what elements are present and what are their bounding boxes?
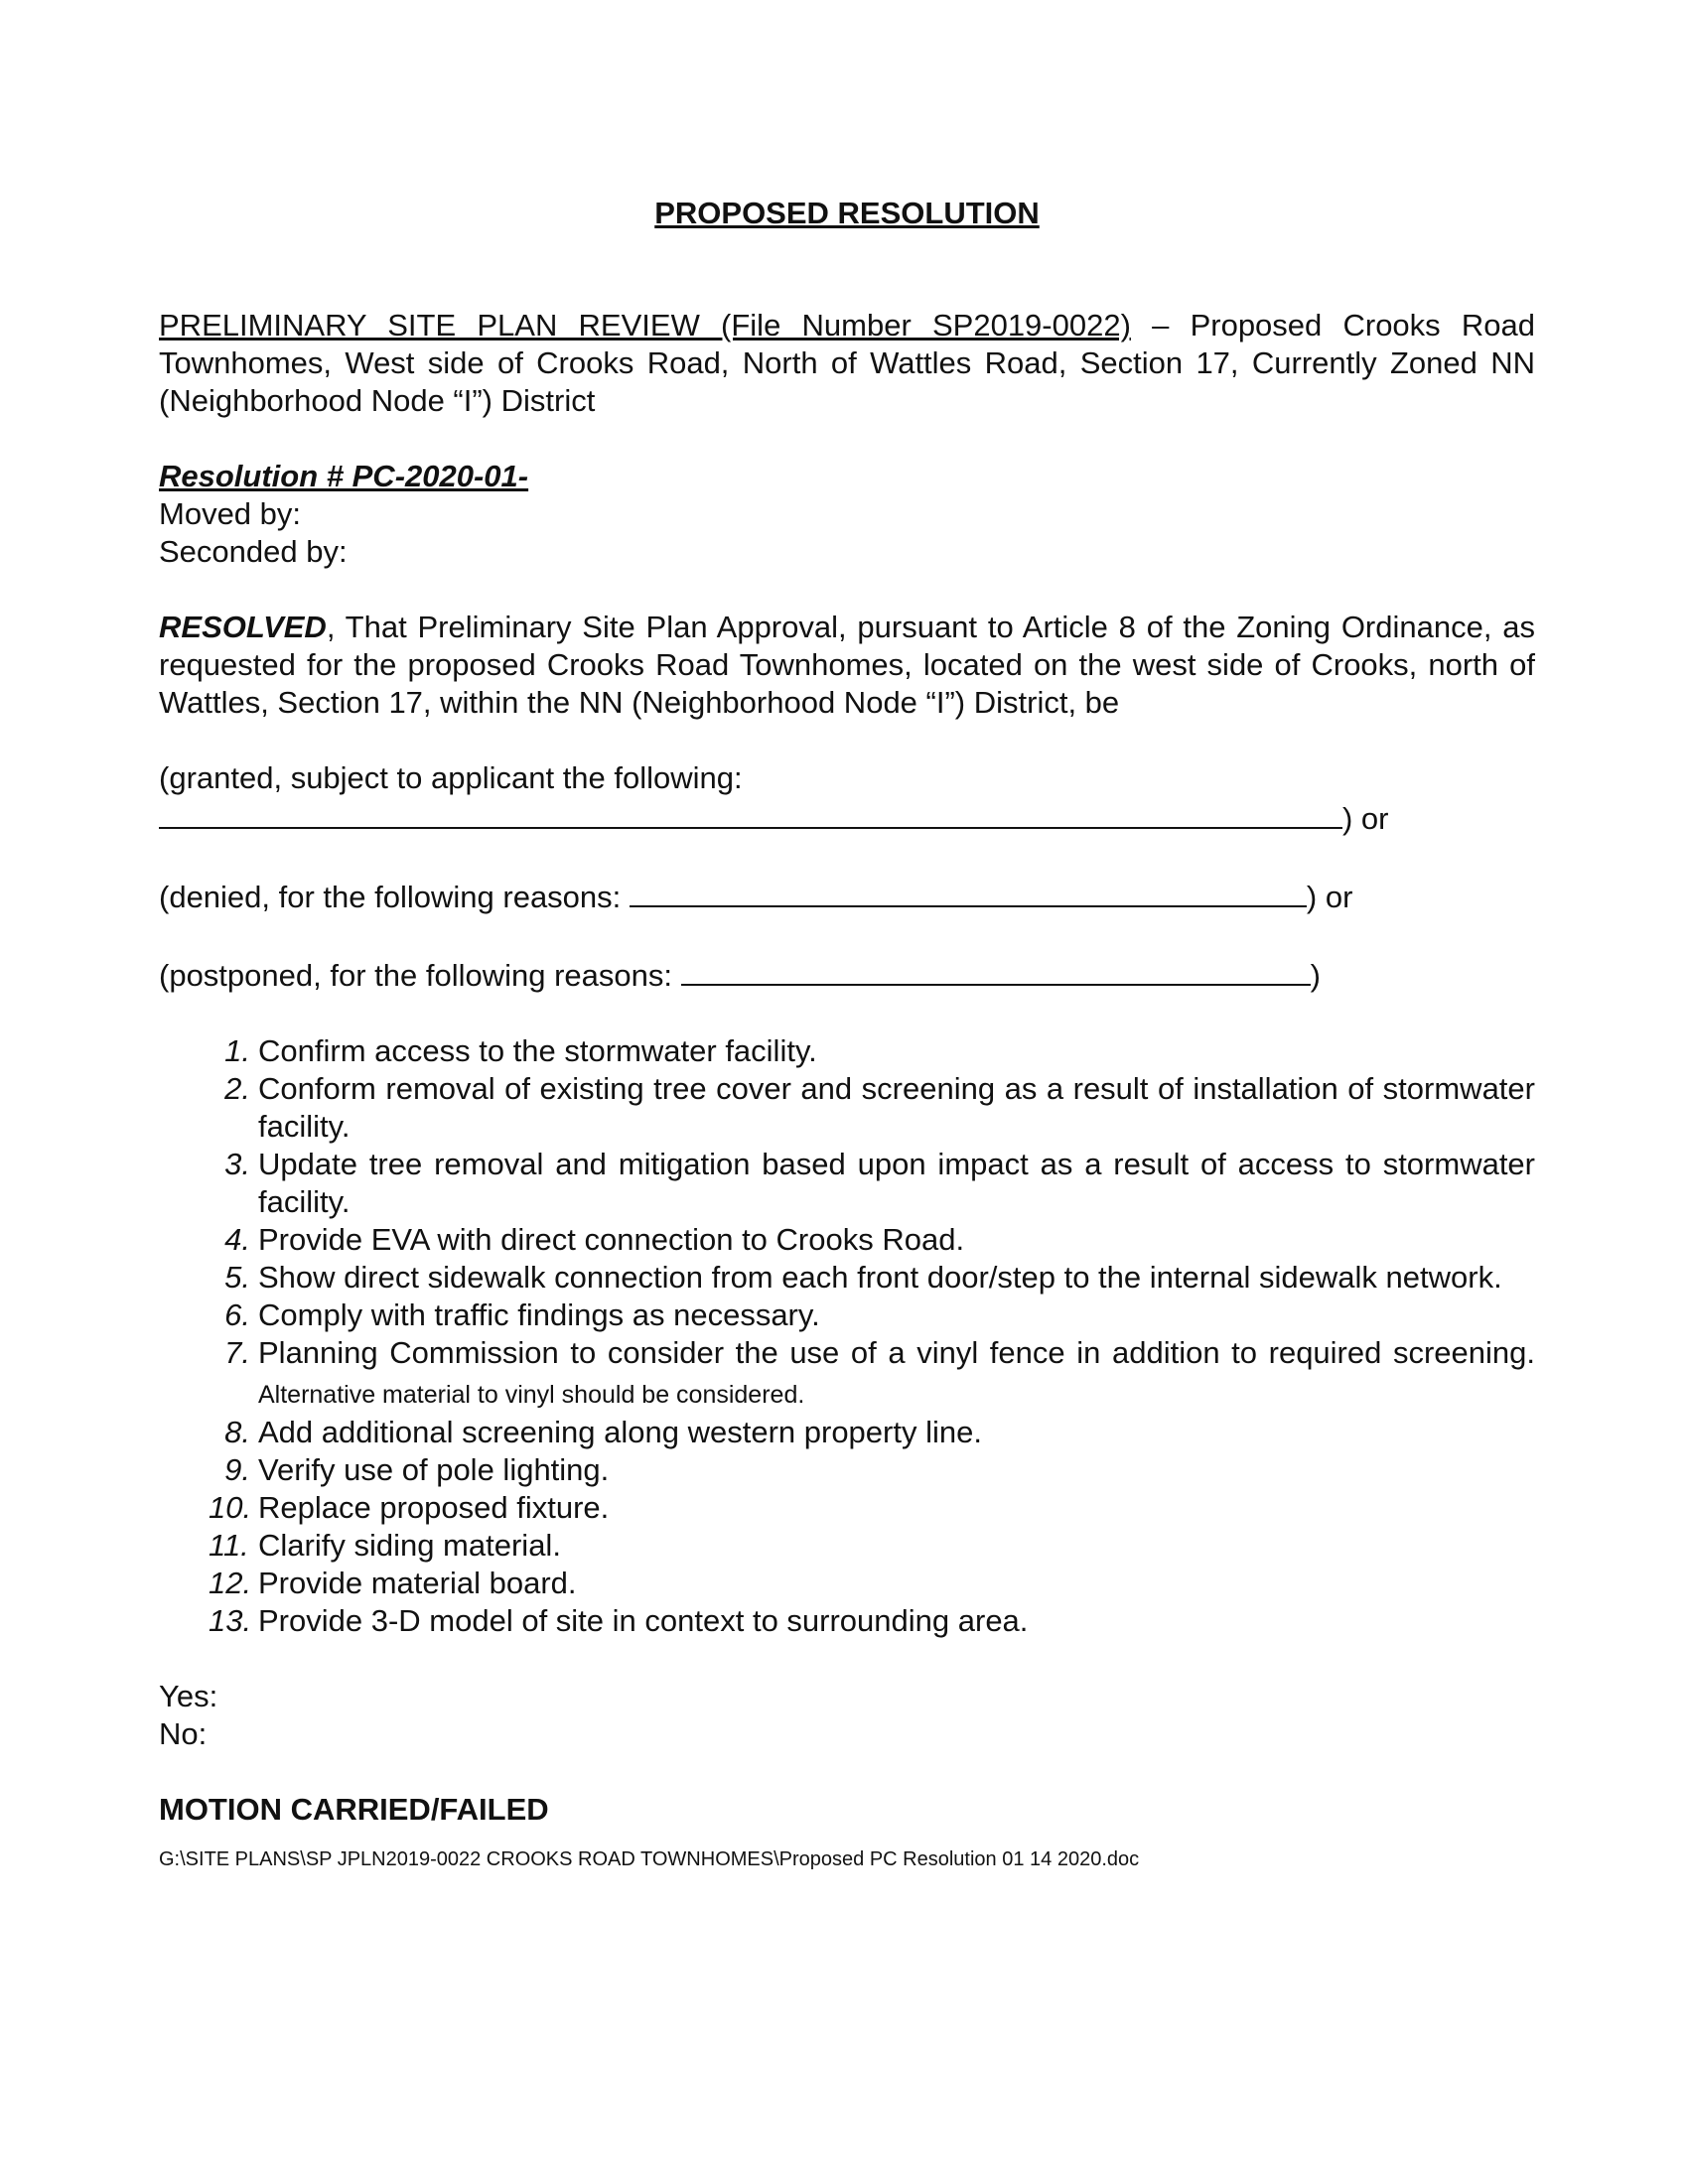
list-item-text: Confirm access to the stormwater facility. <box>258 1033 817 1068</box>
list-item <box>209 1602 1535 1640</box>
list-item-text: Update tree removal and mitigation based upon impact as a result of access to stormwater facility. <box>258 1147 1535 1219</box>
document-title: PROPOSED RESOLUTION <box>654 196 1040 230</box>
list-item-text: Show direct sidewalk connection from each front door/step to the internal sidewalk network. <box>258 1260 1502 1295</box>
list-item <box>209 1221 1535 1259</box>
list-item-number: 4. <box>224 1222 250 1257</box>
postponed-blank <box>681 954 1311 986</box>
list-item-number: 5. <box>224 1260 250 1295</box>
review-label: PRELIMINARY SITE PLAN REVIEW (File Number SP2019-0022) <box>159 308 1131 342</box>
list-item-number: 10. <box>209 1490 252 1525</box>
postponed-option <box>159 954 1535 995</box>
file-path: G:\SITE PLANS\SP JPLN2019-0022 CROOKS ROAD TOWNHOMES\Proposed PC Resolution 01 14 2020.doc <box>159 1848 1140 1870</box>
granted-line <box>159 797 1535 838</box>
list-item <box>209 1489 1535 1527</box>
list-item-number: 9. <box>224 1452 250 1487</box>
denied-end: ) or <box>1306 880 1353 914</box>
document-page <box>159 194 1535 1872</box>
list-item-text: Conform removal of existing tree cover and screening as a result of installation of stormwater facility. <box>258 1071 1535 1144</box>
denied-option <box>159 876 1535 916</box>
list-item-text: Comply with traffic findings as necessary. <box>258 1297 820 1332</box>
list-item-text: Clarify siding material. <box>258 1528 561 1563</box>
list-item-number: 2. <box>224 1071 250 1106</box>
list-item-note: Alternative material to vinyl should be considered. <box>258 1381 805 1409</box>
moved-by-label: Moved by: <box>159 496 302 531</box>
review-description: – Proposed Crooks Road Townhomes, West side of Crooks Road, North of Wattles Road, Section 17, Currently Zoned NN (Neighborhood Node “I”) District <box>159 308 1535 418</box>
list-item-number: 1. <box>224 1033 250 1068</box>
granted-blank <box>159 797 1342 829</box>
resolution-block <box>159 458 1535 571</box>
granted-option <box>159 759 1535 838</box>
list-item <box>209 1414 1535 1451</box>
list-item <box>209 1565 1535 1602</box>
granted-label: (granted, subject to applicant the following: <box>159 760 743 795</box>
postponed-label: (postponed, for the following reasons: <box>159 958 681 993</box>
list-item-number: 7. <box>224 1335 250 1370</box>
motion-status: MOTION CARRIED/FAILED <box>159 1792 549 1827</box>
list-item-text: Planning Commission to consider the use of a vinyl fence in addition to required screening. Alternative material to vinyl should be considered. <box>258 1335 1535 1409</box>
review-heading <box>159 307 1535 420</box>
list-item-number: 8. <box>224 1415 250 1449</box>
list-item <box>209 1297 1535 1334</box>
resolved-text: , That Preliminary Site Plan Approval, pursuant to Article 8 of the Zoning Ordinance, as requested for the proposed Crooks Road Townhomes, located on the west side of Crooks, north of Wattles, Section 17, within the NN (Neighborhood Node “I”) District, be <box>159 610 1535 720</box>
postponed-end: ) <box>1310 958 1321 993</box>
list-item <box>209 1451 1535 1489</box>
granted-end: ) or <box>1342 801 1389 836</box>
yes-label: Yes: <box>159 1679 218 1713</box>
resolution-number: Resolution # PC-2020-01- <box>159 459 529 493</box>
list-item-number: 12. <box>209 1566 252 1600</box>
list-item-number: 13. <box>209 1603 252 1638</box>
list-item-text: Verify use of pole lighting. <box>258 1452 610 1487</box>
list-item-text: Provide 3-D model of site in context to surrounding area. <box>258 1603 1029 1638</box>
resolved-word: RESOLVED <box>159 610 327 644</box>
list-item-text: Provide material board. <box>258 1566 577 1600</box>
denied-label: (denied, for the following reasons: <box>159 880 630 914</box>
list-item <box>209 1334 1535 1414</box>
seconded-by-label: Seconded by: <box>159 534 348 569</box>
list-item-text: Replace proposed fixture. <box>258 1490 610 1525</box>
list-item-text: Add additional screening along western property line. <box>258 1415 982 1449</box>
conditions-list <box>159 1032 1535 1640</box>
list-item-number: 6. <box>224 1297 250 1332</box>
votes-block <box>159 1678 1535 1753</box>
list-item <box>209 1527 1535 1565</box>
no-label: No: <box>159 1716 208 1751</box>
list-item-text: Provide EVA with direct connection to Crooks Road. <box>258 1222 965 1257</box>
list-item-number: 11. <box>209 1528 249 1563</box>
list-item <box>209 1259 1535 1297</box>
list-item <box>209 1146 1535 1221</box>
list-item-number: 3. <box>224 1147 250 1181</box>
denied-blank <box>630 876 1307 907</box>
list-item <box>209 1032 1535 1070</box>
resolved-paragraph <box>159 609 1535 722</box>
list-item <box>209 1070 1535 1146</box>
